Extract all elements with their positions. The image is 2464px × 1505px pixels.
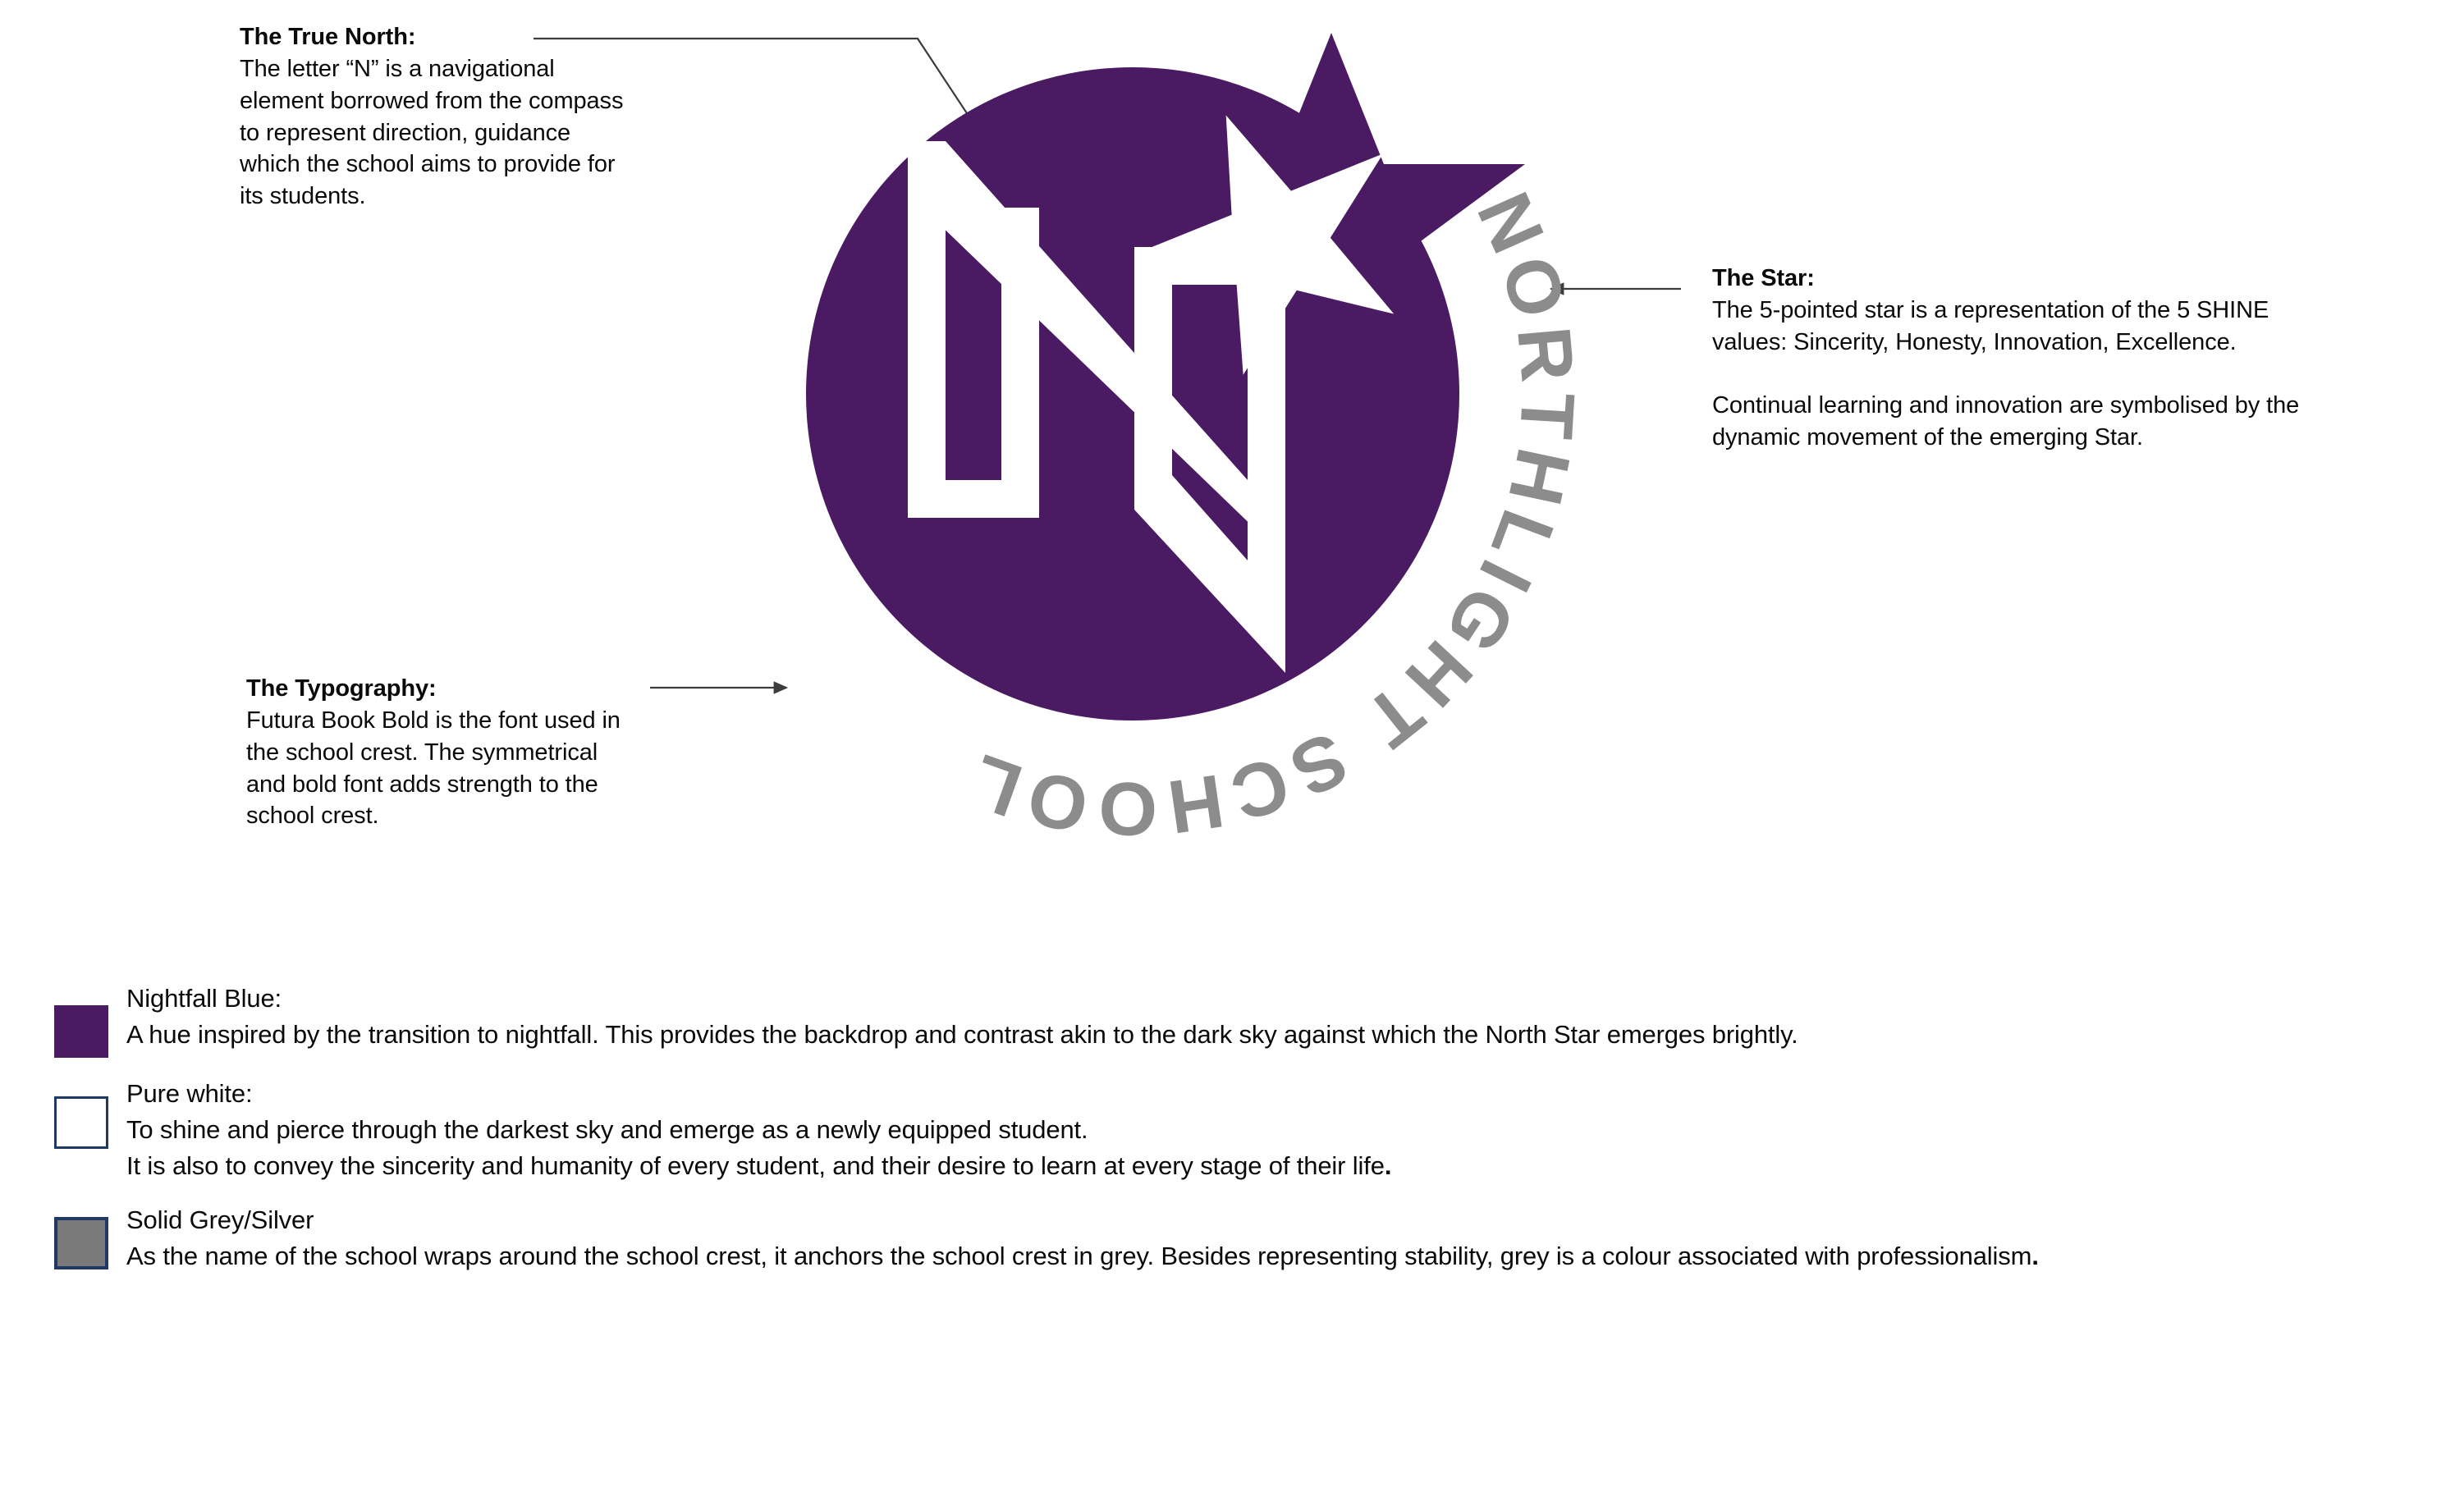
annotation-true-north-heading: The True North: [240,24,416,50]
nightfall-blue-name: Nightfall Blue: [126,984,282,1013]
annotation-star-heading: The Star: [1712,265,1815,291]
annotation-typography [246,673,640,832]
colour-palette [0,981,2464,1292]
palette-row-nightfall-blue [0,981,2464,1058]
solid-grey-swatch [54,1217,108,1269]
solid-grey-body-period: . [2031,1242,2039,1271]
annotation-star-body-1: The 5-pointed star is a representation of the 5 SHINE values: Sincerity, Honesty, Innovation, Excellence. [1712,296,2269,355]
pure-white-description [126,1076,2464,1184]
pure-white-body-2-text: It is also to convey the sincerity and humanity of every student, and their desire to learn at every stage of their life [126,1151,1385,1181]
annotation-star [1712,263,2336,454]
pure-white-body-2-period: . [1384,1151,1392,1181]
palette-row-solid-grey [0,1202,2464,1274]
pure-white-body-2 [126,1148,2390,1184]
annotation-typography-body: Futura Book Bold is the font used in the school crest. The symmetrical and bold font adds strength to the school crest. [246,707,621,830]
nightfall-blue-description [126,981,2464,1053]
crest-wordmark-text: NORTHLIGHT SCHOOL [953,181,1591,851]
nightfall-blue-body: A hue inspired by the transition to nightfall. This provides the backdrop and contrast akin to the dark sky against which the North Star emerges brightly. [126,1020,1798,1050]
school-crest-logo [722,16,1642,886]
solid-grey-description [126,1202,2464,1274]
annotation-typography-heading: The Typography: [246,675,437,702]
solid-grey-name: Solid Grey/Silver [126,1205,314,1235]
solid-grey-body [126,1238,2390,1274]
annotation-true-north [240,21,625,213]
annotation-star-body-2: Continual learning and innovation are symbolised by the dynamic movement of the emerging Star. [1712,392,2300,451]
annotation-true-north-body: The letter “N” is a navigational element borrowed from the compass to represent direction, guidance which the school aims to provide for its students. [240,55,624,210]
pure-white-name: Pure white: [126,1079,253,1108]
solid-grey-body-text: As the name of the school wraps around the school crest, it anchors the school crest in grey. Besides representing stability, grey is a colour associated with professionalism [126,1242,2032,1271]
nightfall-blue-swatch [54,1005,108,1058]
palette-row-pure-white [0,1076,2464,1184]
pure-white-swatch [54,1096,108,1149]
pure-white-body-1: To shine and pierce through the darkest sky and emerge as a newly equipped student. [126,1115,1088,1145]
